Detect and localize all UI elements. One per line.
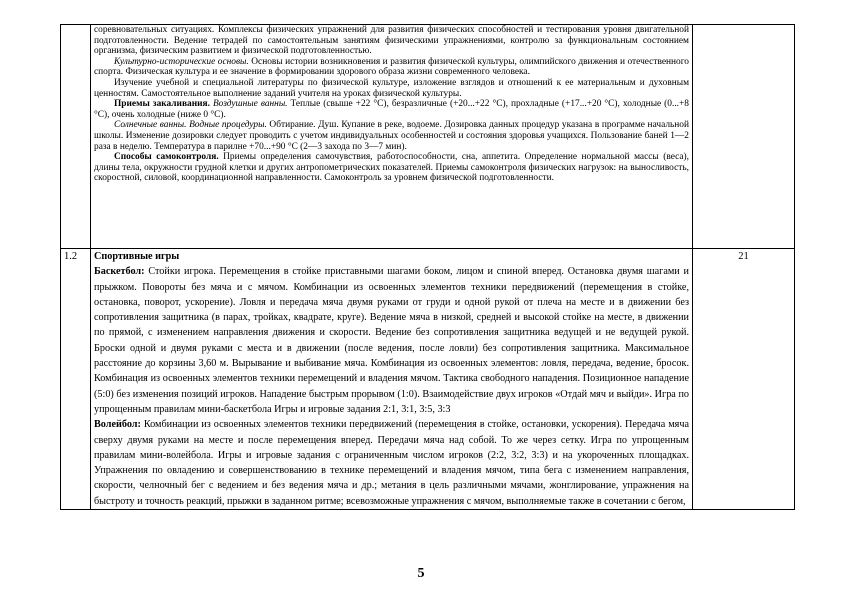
paragraph bbox=[94, 99, 689, 120]
paragraph: Изучение учебной и специальной литературы по физической культуре, изложение взглядов и отношений к ее материальным и духовным ценностям. Самостоятельное выполнение заданий учителя на уроках физической культуры. bbox=[94, 77, 689, 99]
table-row bbox=[61, 25, 795, 249]
paragraph-text: Приемы определения самочувствия, работоспособности, сна, аппетита. Определение нормальной массы (веса), длины тела, окружности грудной клетки и других антропометрических показателей. Приемы самоконтроля физических нагрузок: на выносливость, скоростной, силовой, координационной направленности. Самоконтроль за уровнем физической подготовленности. bbox=[94, 152, 690, 184]
paragraph-text: Основы истории возникновения и развития физической культуры, олимпийского движения и отечественного спорта. Физическая культура и ее значение в формировании здорового образа жизни современного человека. bbox=[94, 56, 689, 78]
paragraph-text: Комбинации из освоенных элементов техники передвижений (перемещения в стойке, остановки, ускорения). Передача мяча сверху двумя руками на месте и после перемещения вперед. Передачи мяча над собой. То же через сетку. Игра по упрощенным правилам мини-волейбола. Игры и игровые задания с ограниченным числом игроков (2:2, 3:2, 3:3) и на укороченных площадках. Упражнения по овладению и совершенствованию в технике перемещений и владения мячом, типа бега с изменением направления, скорости, челночный бег с ведением и без ведения мяча и др.; метания в цель различными мячами, жонглирование, упражнения на быстроту и точность реакций, прыжки в заданном ритме; всевозможные упражнения с мячом, выполняемые также в сочетании с бегом, bbox=[94, 419, 689, 507]
paragraph bbox=[94, 264, 689, 417]
table-row bbox=[61, 249, 795, 510]
paragraph-text: Теплые (свыше +22 °С), безразличные (+20...+22 °С), прохладные (+17...+20 °С), холодные (0...+8 °С), очень холодные (ниже 0 °С). bbox=[94, 99, 689, 120]
paragraph bbox=[94, 57, 689, 78]
hours-cell: 21 bbox=[693, 249, 795, 510]
paragraph bbox=[94, 417, 689, 509]
page-number: 5 bbox=[417, 566, 425, 581]
row-number-cell bbox=[61, 25, 91, 249]
sport-label: Баскетбол: bbox=[94, 266, 145, 278]
row-number-cell: 1.2 bbox=[61, 249, 91, 510]
section-heading: Культурно-исторические основы. bbox=[114, 56, 249, 67]
hours-cell bbox=[693, 25, 795, 249]
content-cell bbox=[91, 249, 693, 510]
paragraph bbox=[94, 120, 689, 152]
paragraph: соревновательных ситуациях. Комплексы физических упражнений для развития физических способностей и тестирования уровня двигательной подготовленности. Ведение тетрадей по самостоятельным занятиям физическими упражнениями, контролю за функциональным состоянием организма, физическим развитием и физической подготовленностью. bbox=[94, 25, 689, 57]
section-title: Спортивные игры bbox=[94, 251, 180, 262]
section-heading: Приемы закаливания. bbox=[114, 99, 210, 110]
paragraph-text: Стойки игрока. Перемещения в стойке приставными шагами боком, лицом и спиной вперед. Остановка двумя шагами и прыжком. Повороты без мяча и с мячом. Комбинации из освоенных элементов техники передвижений (перемещения в стойке, остановка, поворот, ускорение). Ловля и передача мяча двумя руками от груди и одной рукой от плеча на месте и в движении без сопротивления защитника (в парах, тройках, квадрате, круге). Ведение мяча в низкой, средней и высокой стойке на месте, в движении по прямой, с изменением направления движения и скорости. Ведение без сопротивления защитника ведущей и не ведущей рукой. Броски одной и двумя руками с места и в движении (после ведения, после ловли) без сопротивления защитника. Максимальное расстояние до корзины 3,60 м. Вырывание и выбивание мяча. Комбинация из освоенных элементов: ловля, передача, ведение, бросок. Комбинация из освоенных элементов техники перемещений и владения мячом. Тактика свободного нападения. Позиционное нападение (5:0) без изменения позиций игроков. Нападение быстрым прорывом (1:0). Взаимодействие двух игроков «Отдай мяч и выйди». Игра по упрощенным правилам мини-баскетбола Игры и игровые задания 2:1, 3:1, 3:5, 3:3 bbox=[94, 266, 689, 415]
paragraph bbox=[94, 152, 689, 184]
subheading: Воздушные ванны. bbox=[209, 99, 288, 110]
sport-label: Волейбол: bbox=[94, 419, 141, 431]
subheading: Солнечные ванны. Водные процедуры. bbox=[114, 120, 267, 131]
curriculum-table bbox=[60, 24, 795, 510]
paragraph-text: Обтирание. Душ. Купание в реке, водоеме. Дозировка данных процедур указана в программе начальной школы. Изменение дозировки следует проводить с учетом индивидуальных особенностей и состояния здоровья учащихся. Пользование баней 1—2 раза в неделю. Температура в парилне +70...+90 °С (2—3 захода по 3—7 мин). bbox=[94, 120, 689, 152]
section-heading: Способы самоконтроля. bbox=[114, 152, 219, 163]
content-cell bbox=[91, 25, 693, 249]
